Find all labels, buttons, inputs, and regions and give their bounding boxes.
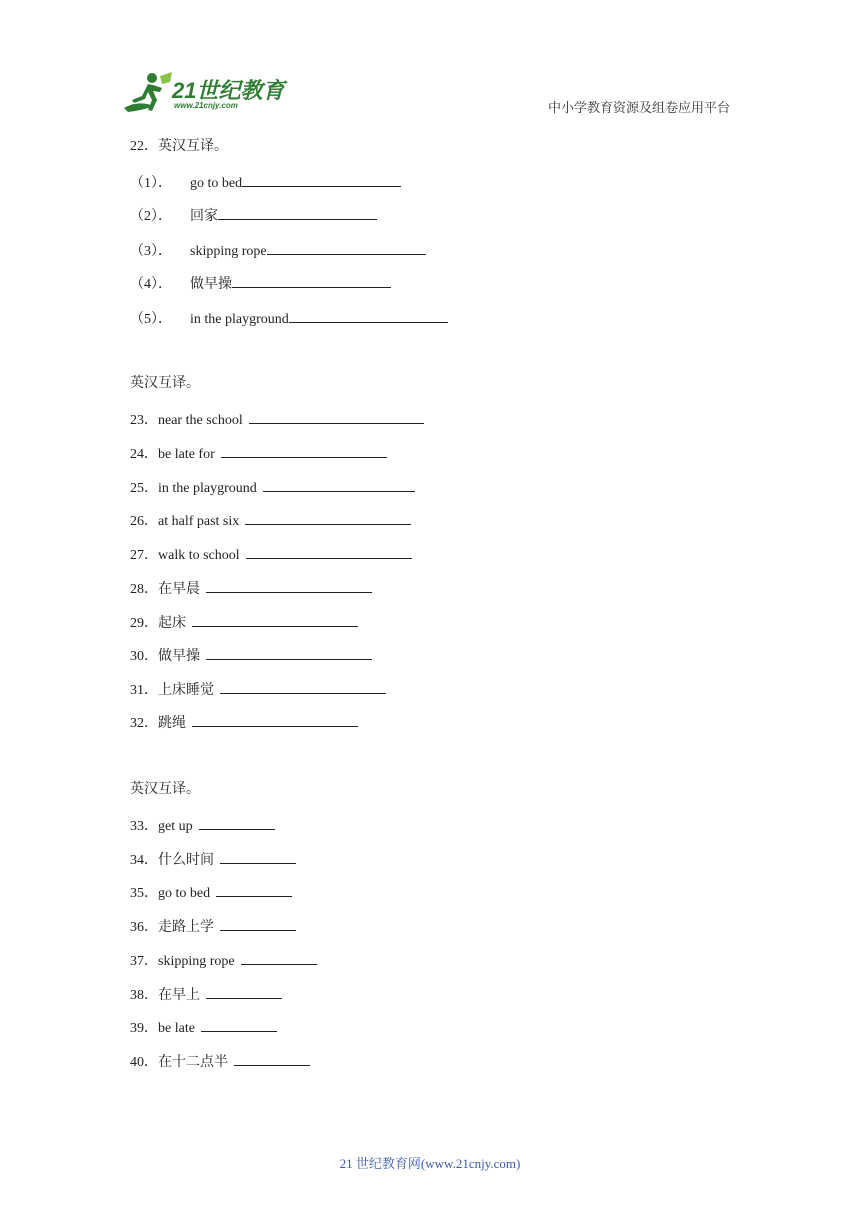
item-index: （2）． [130,209,172,224]
question-number: 26． [130,514,158,529]
question-text: 起床 [158,616,186,631]
answer-blank[interactable] [192,712,358,727]
question-number: 38． [130,988,158,1003]
answer-blank[interactable] [192,612,358,627]
q22-item-4 [130,273,391,294]
section2-title: 英汉互译。 [130,376,200,391]
question-text: skipping rope [158,954,235,969]
page-footer: 21 世纪教育网(www.21cnjy.com) [339,1156,521,1171]
question-text: in the playground [158,481,257,496]
q28 [130,578,372,599]
question-number: 25． [130,481,158,496]
q23 [130,409,424,430]
question-number: 23． [130,413,158,428]
question-number: 31． [130,683,158,698]
question-number: 30． [130,649,158,664]
item-text: 回家 [190,209,218,224]
question-text: get up [158,819,193,834]
q30 [130,645,372,666]
question-text: be late [158,1021,195,1036]
item-index: （3）． [130,244,172,259]
q29 [130,612,358,633]
answer-blank[interactable] [221,443,387,458]
q34 [130,849,296,870]
item-text: go to bed [190,176,243,191]
q25 [130,477,415,498]
item-index: （4）． [130,277,172,292]
q33 [130,815,275,836]
answer-blank[interactable] [267,240,426,255]
question-number: 40． [130,1055,158,1070]
question-number: 35． [130,886,158,901]
item-text: skipping rope [190,244,267,259]
q22-item-5 [130,308,448,329]
question-text: go to bed [158,886,211,901]
answer-blank[interactable] [241,950,317,965]
answer-blank[interactable] [245,510,411,525]
section3-title: 英汉互译。 [130,782,200,797]
question-number: 29． [130,616,158,631]
question-text: 什么时间 [158,853,214,868]
q22-title: 22．英汉互译。 [130,139,228,154]
answer-blank[interactable] [206,645,372,660]
item-index: （1）． [130,176,172,191]
answer-blank[interactable] [220,916,296,931]
q38 [130,984,282,1005]
q35 [130,882,292,903]
q26 [130,510,411,531]
question-text: 在早上 [158,988,200,1003]
question-text: at half past six [158,514,240,529]
answer-blank[interactable] [234,1051,310,1066]
answer-blank[interactable] [206,984,282,999]
question-number: 32． [130,716,158,731]
question-text: 做早操 [158,649,200,664]
q32 [130,712,358,733]
logo-url: www.21cnjy.com [174,101,238,110]
q31 [130,679,386,700]
q40 [130,1051,310,1072]
question-number: 24． [130,447,158,462]
q24 [130,443,387,464]
q39 [130,1017,277,1038]
question-text: walk to school [158,548,240,563]
question-number: 37． [130,954,158,969]
answer-blank[interactable] [201,1017,277,1032]
question-number: 33． [130,819,158,834]
q36 [130,916,296,937]
logo-text: 21世纪教育 [172,78,285,103]
answer-blank[interactable] [206,578,372,593]
question-number: 28． [130,582,158,597]
question-number: 34． [130,853,158,868]
question-text: 跳绳 [158,716,186,731]
question-text: near the school [158,413,243,428]
answer-blank[interactable] [216,882,292,897]
answer-blank[interactable] [242,172,401,187]
answer-blank[interactable] [218,205,377,220]
runner-logo-icon [122,70,174,116]
q22-item-2 [130,205,377,226]
header-tagline: 中小学教育资源及组卷应用平台 [548,100,731,115]
site-logo [122,70,292,116]
question-number: 27． [130,548,158,563]
q37 [130,950,317,971]
answer-blank[interactable] [263,477,415,492]
question-text: 上床睡觉 [158,683,214,698]
question-text: be late for [158,447,215,462]
question-text: 走路上学 [158,920,214,935]
answer-blank[interactable] [220,679,386,694]
q22-item-1 [130,172,401,193]
q27 [130,544,412,565]
question-number: 36． [130,920,158,935]
q22-item-3 [130,240,426,261]
answer-blank[interactable] [232,273,391,288]
answer-blank[interactable] [289,308,448,323]
question-number: 39． [130,1021,158,1036]
item-index: （5）． [130,312,172,327]
question-text: 在早晨 [158,582,200,597]
answer-blank[interactable] [199,815,275,830]
item-text: in the playground [190,312,289,327]
item-text: 做早操 [190,277,232,292]
answer-blank[interactable] [220,849,296,864]
answer-blank[interactable] [246,544,412,559]
answer-blank[interactable] [249,409,424,424]
question-text: 在十二点半 [158,1055,228,1070]
